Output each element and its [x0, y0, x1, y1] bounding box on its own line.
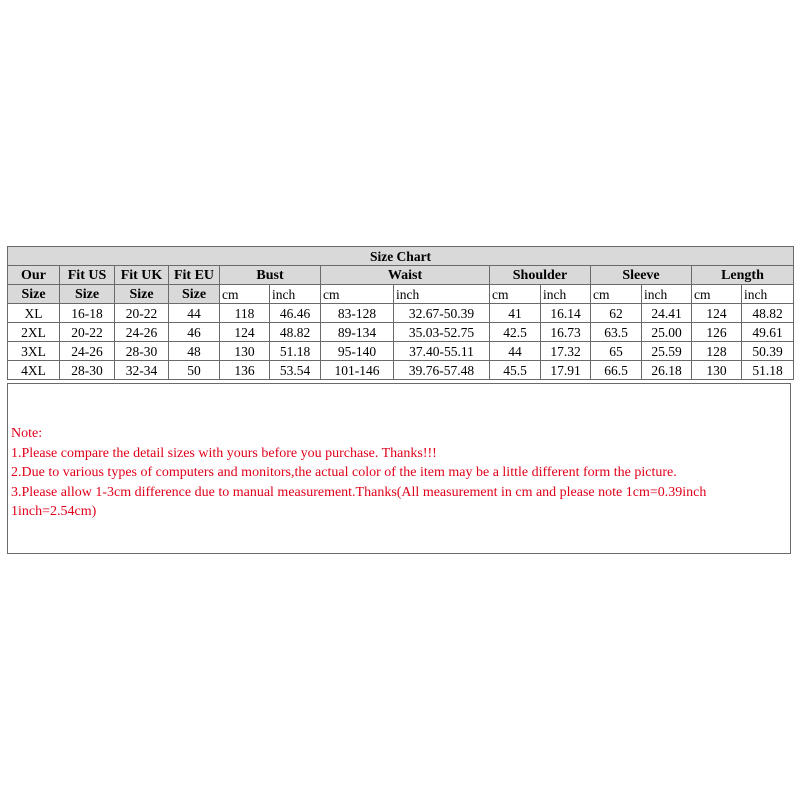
- table-cell: 124: [220, 323, 270, 342]
- table-cell: 124: [692, 304, 742, 323]
- table-cell: 48: [169, 342, 220, 361]
- note-line-4: 1inch=2.54cm): [11, 504, 97, 519]
- note-line-3: 3.Please allow 1-3cm difference due to manual measurement.Thanks(All measurement in cm and please note 1cm=0.39inch: [11, 484, 707, 500]
- table-cell: 41: [490, 304, 541, 323]
- header-sleeve: Sleeve: [591, 266, 692, 285]
- table-cell: 24-26: [60, 342, 115, 361]
- table-cell: 17.91: [541, 361, 591, 380]
- table-cell: 25.59: [642, 342, 692, 361]
- header-waist: Waist: [321, 266, 490, 285]
- table-row: [8, 304, 794, 323]
- unit-cm: cm: [692, 285, 742, 304]
- header-uk-size: Size: [115, 285, 169, 304]
- unit-inch: inch: [742, 285, 794, 304]
- table-cell: 66.5: [591, 361, 642, 380]
- table-cell: 46: [169, 323, 220, 342]
- table-cell: 46.46: [270, 304, 321, 323]
- table-cell: 53.54: [270, 361, 321, 380]
- header-row-2: [8, 285, 794, 304]
- table-cell: 130: [692, 361, 742, 380]
- table-cell: 39.76-57.48: [394, 361, 490, 380]
- table-cell: 126: [692, 323, 742, 342]
- table-cell: 32-34: [115, 361, 169, 380]
- header-shoulder: Shoulder: [490, 266, 591, 285]
- header-bust: Bust: [220, 266, 321, 285]
- header-eu-size: Size: [169, 285, 220, 304]
- table-row: [8, 323, 794, 342]
- header-us-size: Size: [60, 285, 115, 304]
- header-row-1: [8, 266, 794, 285]
- header-uk: Fit UK: [115, 266, 169, 285]
- table-cell: 2XL: [8, 323, 60, 342]
- table-cell: 28-30: [115, 342, 169, 361]
- table-cell: 45.5: [490, 361, 541, 380]
- note-heading: Note:: [11, 426, 43, 441]
- unit-cm: cm: [321, 285, 394, 304]
- table-cell: 20-22: [60, 323, 115, 342]
- header-us: Fit US: [60, 266, 115, 285]
- chart-title: Size Chart: [8, 247, 794, 266]
- table-cell: 16.73: [541, 323, 591, 342]
- table-cell: 50.39: [742, 342, 794, 361]
- table-cell: 89-134: [321, 323, 394, 342]
- table-cell: 44: [169, 304, 220, 323]
- table-cell: 44: [490, 342, 541, 361]
- table-cell: 37.40-55.11: [394, 342, 490, 361]
- table-cell: 24-26: [115, 323, 169, 342]
- table-cell: 51.18: [270, 342, 321, 361]
- table-cell: 136: [220, 361, 270, 380]
- table-cell: 118: [220, 304, 270, 323]
- table-cell: 3XL: [8, 342, 60, 361]
- table-cell: 25.00: [642, 323, 692, 342]
- size-chart: [7, 246, 793, 380]
- title-row: [8, 247, 794, 266]
- table-cell: 83-128: [321, 304, 394, 323]
- table-cell: 101-146: [321, 361, 394, 380]
- header-our: Our: [8, 266, 60, 285]
- table-cell: 51.18: [742, 361, 794, 380]
- table-cell: 130: [220, 342, 270, 361]
- table-cell: 20-22: [115, 304, 169, 323]
- table-cell: 16-18: [60, 304, 115, 323]
- notes-box: [7, 383, 791, 554]
- table-cell: 16.14: [541, 304, 591, 323]
- note-line-1: 1.Please compare the detail sizes with yours before you purchase. Thanks!!!: [11, 445, 437, 461]
- table-cell: 128: [692, 342, 742, 361]
- table-cell: XL: [8, 304, 60, 323]
- table-cell: 95-140: [321, 342, 394, 361]
- table-cell: 4XL: [8, 361, 60, 380]
- header-our-size: Size: [8, 285, 60, 304]
- table-cell: 32.67-50.39: [394, 304, 490, 323]
- unit-inch: inch: [541, 285, 591, 304]
- unit-cm: cm: [490, 285, 541, 304]
- table-cell: 50: [169, 361, 220, 380]
- size-chart-table: [7, 246, 794, 380]
- table-cell: 26.18: [642, 361, 692, 380]
- table-cell: 48.82: [270, 323, 321, 342]
- size-rows: [8, 304, 794, 380]
- table-cell: 49.61: [742, 323, 794, 342]
- table-cell: 63.5: [591, 323, 642, 342]
- table-cell: 28-30: [60, 361, 115, 380]
- table-cell: 62: [591, 304, 642, 323]
- table-cell: 48.82: [742, 304, 794, 323]
- table-cell: 24.41: [642, 304, 692, 323]
- table-row: [8, 342, 794, 361]
- table-cell: 42.5: [490, 323, 541, 342]
- table-cell: 65: [591, 342, 642, 361]
- table-row: [8, 361, 794, 380]
- header-eu: Fit EU: [169, 266, 220, 285]
- table-cell: 35.03-52.75: [394, 323, 490, 342]
- unit-inch: inch: [270, 285, 321, 304]
- note-line-2: 2.Due to various types of computers and monitors,the actual color of the item may be a little different form the picture.: [11, 465, 677, 480]
- unit-inch: inch: [394, 285, 490, 304]
- header-length: Length: [692, 266, 794, 285]
- unit-inch: inch: [642, 285, 692, 304]
- table-cell: 17.32: [541, 342, 591, 361]
- unit-cm: cm: [591, 285, 642, 304]
- unit-cm: cm: [220, 285, 270, 304]
